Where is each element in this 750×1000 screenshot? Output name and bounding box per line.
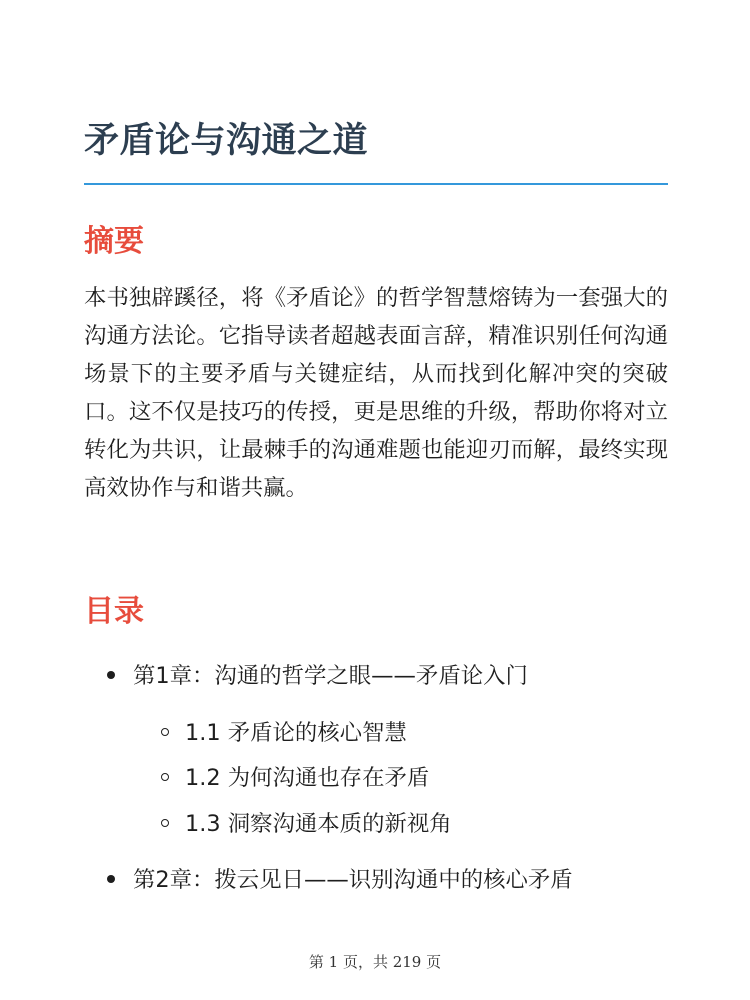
abstract-text: 本书独辟蹊径，将《矛盾论》的哲学智慧熔铸为一套强大的沟通方法论。它指导读者超越表面言辞，精准识别任何沟通场景下的主要矛盾与关键症结，从而找到化解冲突的突破口。这不仅是技巧的传授，更是思维的升级，帮助你将对立转化为共识，让最棘手的沟通难题也能迎刃而解，最终实现高效协作与和谐共赢。 <box>84 285 668 501</box>
toc-section-label: 1.1 矛盾论的核心智慧 <box>185 720 407 746</box>
page-footer: 第 1 页，共 219 页 <box>308 953 442 971</box>
toc-section-1-1[interactable] <box>161 717 407 749</box>
toc-heading: 目录 <box>84 594 144 629</box>
toc-chapter-label: 第2章：拨云见日——识别沟通中的核心矛盾 <box>133 867 573 893</box>
circle-bullet-icon <box>161 728 169 736</box>
toc-chapter-label: 第1章：沟通的哲学之眼——矛盾论入门 <box>133 663 528 689</box>
toc-chapter-1[interactable] <box>107 660 528 692</box>
toc-section-1-3[interactable] <box>161 808 452 840</box>
circle-bullet-icon <box>161 819 169 827</box>
circle-bullet-icon <box>161 773 169 781</box>
bullet-icon <box>107 875 115 883</box>
bullet-icon <box>107 671 115 679</box>
toc-section-label: 1.2 为何沟通也存在矛盾 <box>185 765 430 791</box>
toc-chapter-2[interactable] <box>107 864 573 896</box>
abstract-heading: 摘要 <box>84 224 144 259</box>
page-title: 矛盾论与沟通之道 <box>84 121 369 161</box>
toc-section-1-2[interactable] <box>161 762 429 794</box>
title-divider <box>84 183 668 185</box>
toc-section-label: 1.3 洞察沟通本质的新视角 <box>185 811 452 837</box>
